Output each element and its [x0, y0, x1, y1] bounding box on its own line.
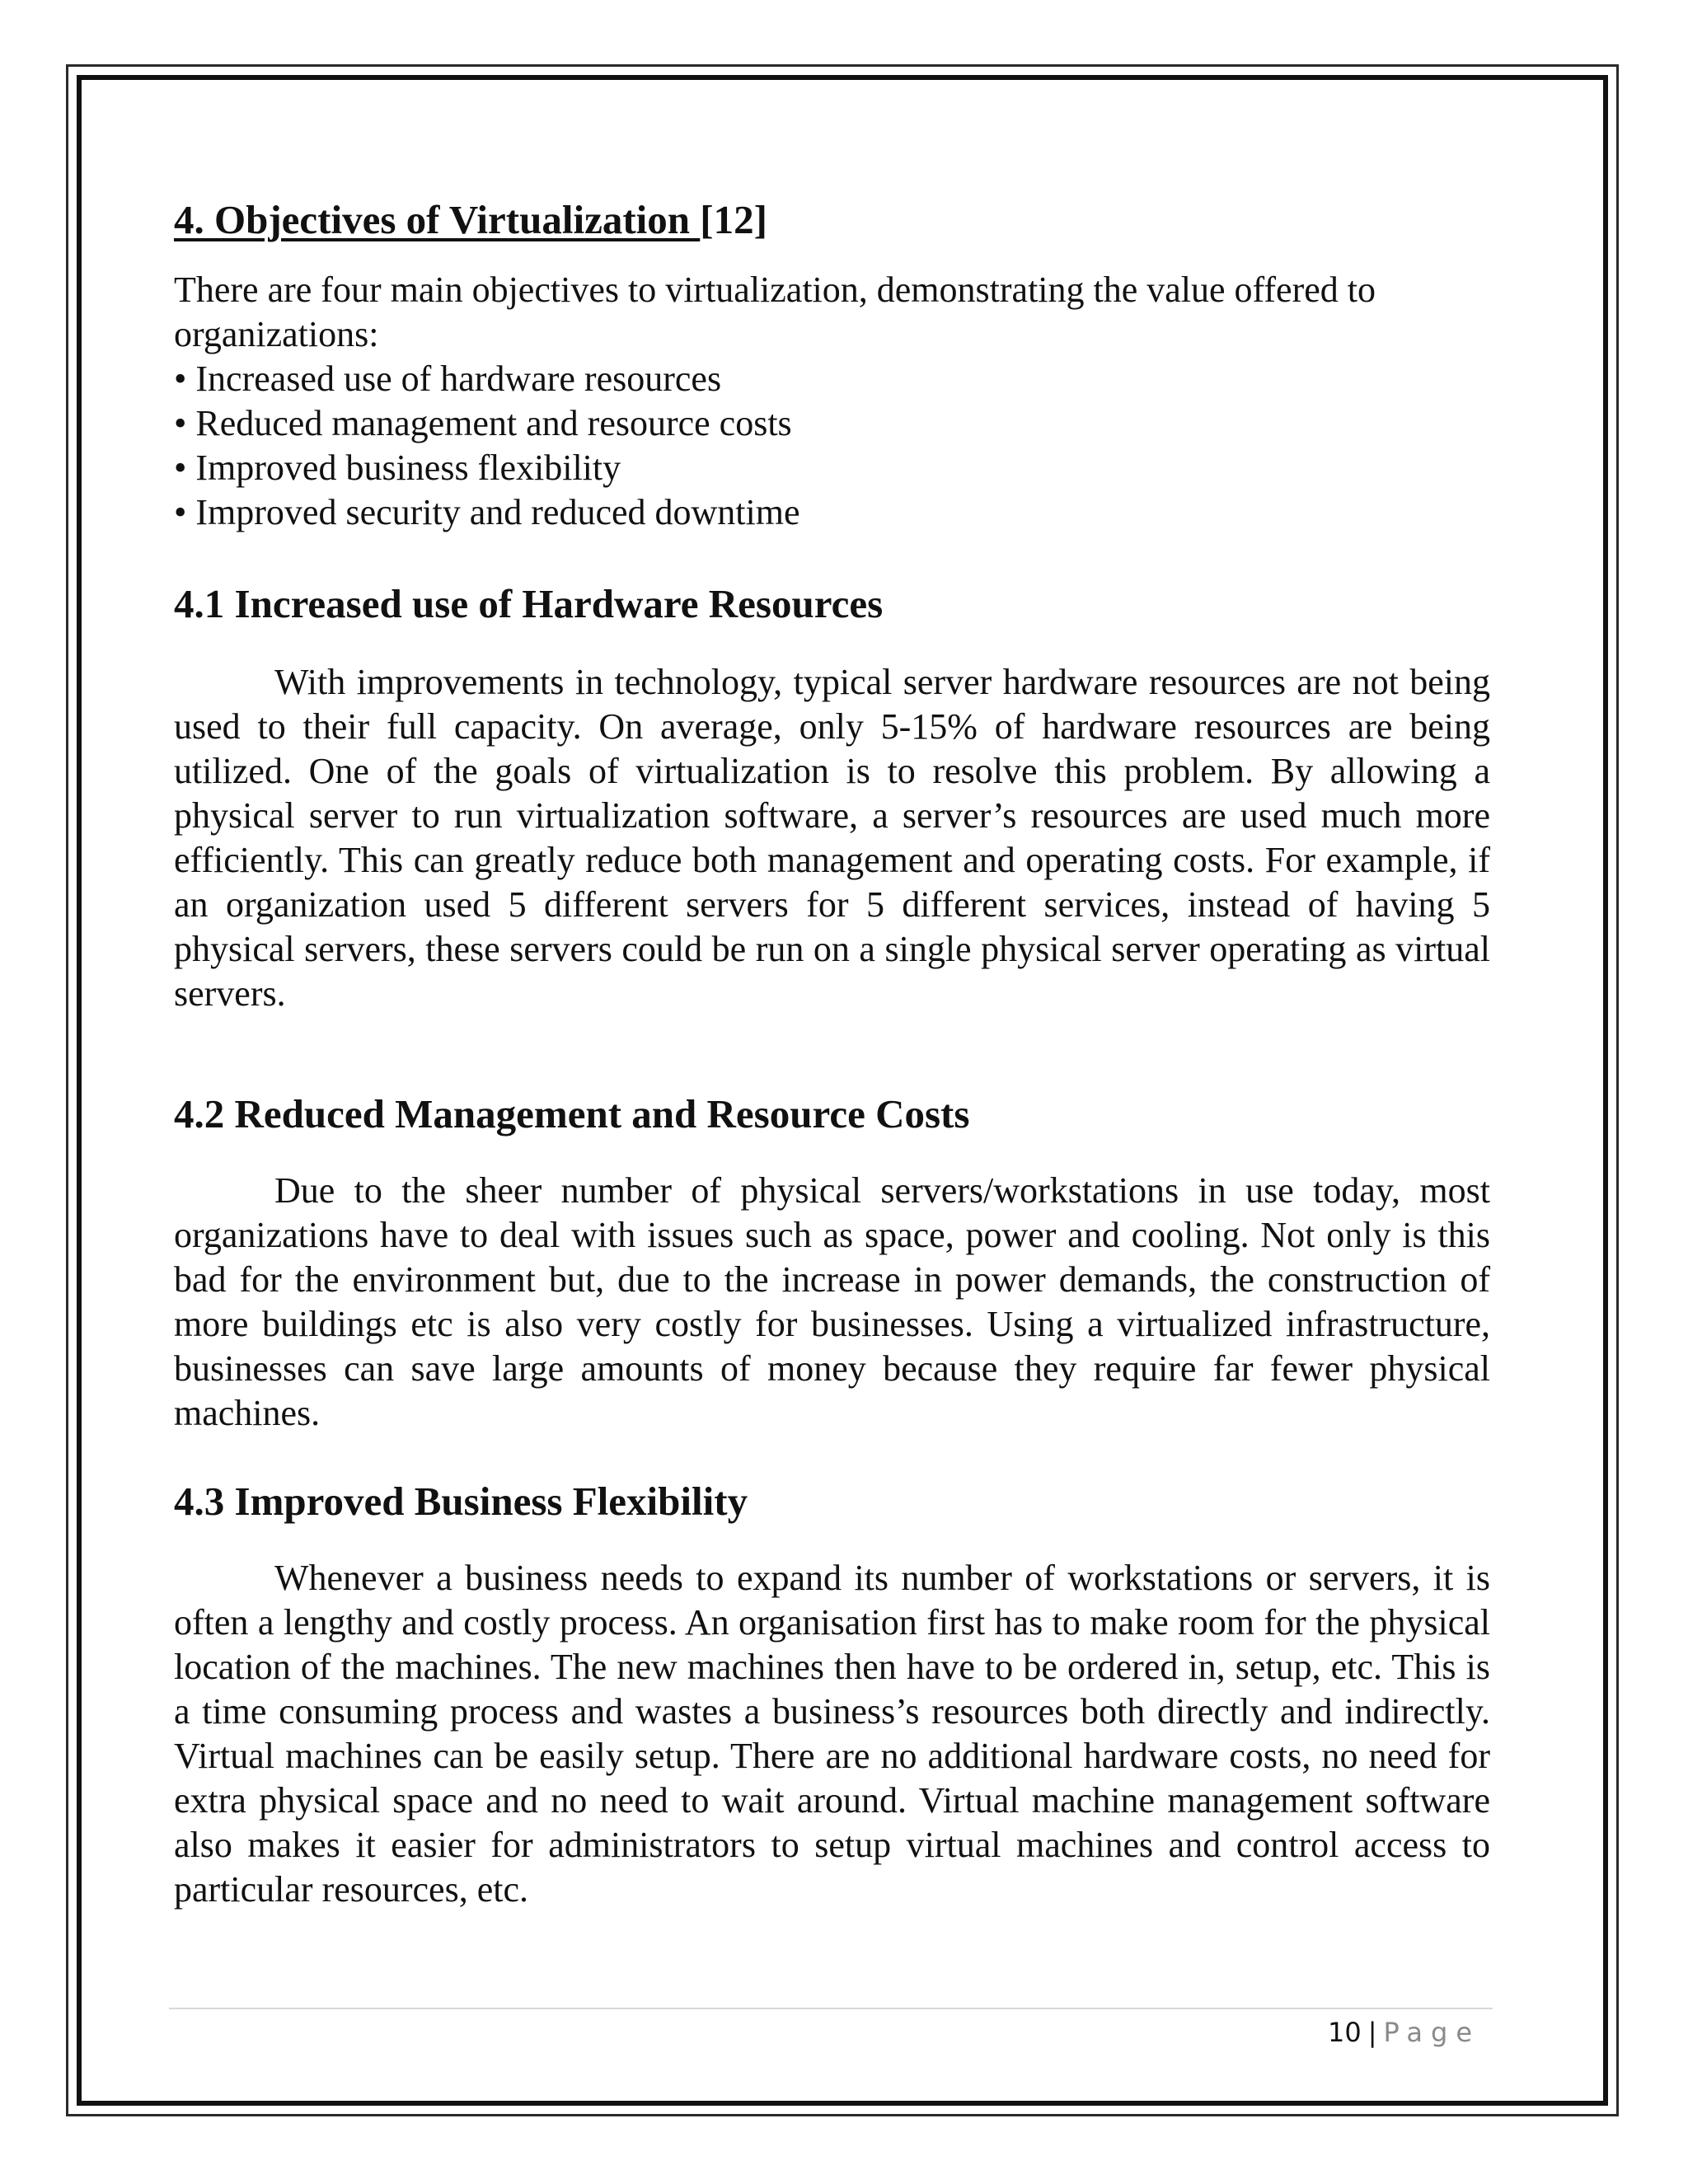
intro-paragraph: There are four main objectives to virtualization, demonstrating the value offered to organizations:	[174, 269, 1376, 354]
footer-divider	[169, 2008, 1493, 2009]
objectives-list	[174, 357, 1490, 535]
objective-item: • Reduced management and resource costs	[174, 403, 792, 443]
page-footer	[1328, 2016, 1480, 2049]
section-heading-4-2: 4.2 Reduced Management and Resource Costs	[174, 1091, 970, 1137]
section-body-4-2: Due to the sheer number of physical servers/workstations in use today, most organizations have to deal with issues such as space, power and cooling. Not only is this bad for the environment but, due to the increase in power demands, the construction of more buildings etc is also very costly for businesses. Using a virtualized infrastructure, businesses can save large amounts of money because they require far fewer physical machines.	[174, 1170, 1490, 1433]
objective-item: • Improved business flexibility	[174, 448, 621, 488]
section-body-4-1: With improvements in technology, typical server hardware resources are not being used to their full capacity. On average, only 5-15% of hardware resources are being utilized. One of the goals of virtualization is to resolve this problem. By allowing a physical server to run virtualization software, a server’s resources are used much more efficiently. This can greatly reduce both management and operating costs. For example, if an organization used 5 different servers for 5 different services, instead of having 5 physical servers, these servers could be run on a single physical server operating as virtual servers.	[174, 662, 1490, 1014]
objective-item: • Improved security and reduced downtime	[174, 492, 800, 532]
section-heading-4-3: 4.3 Improved Business Flexibility	[174, 1479, 748, 1524]
page-label: Page	[1383, 2017, 1480, 2048]
objective-item: • Increased use of hardware resources	[174, 359, 722, 399]
page-content	[174, 196, 1490, 1912]
main-heading-reference: [12]	[700, 197, 767, 242]
section-body-4-3: Whenever a business needs to expand its number of workstations or servers, it is often a lengthy and costly process. An organisation first has to make room for the physical location of the machines. The new machines then have to be ordered in, setup, etc. This is a time consuming process and wastes a business’s resources both directly and indirectly. Virtual machines can be easily setup. There are no additional hardware costs, no need for extra physical space and no need to wait around. Virtual machine management software also makes it easier for administrators to setup virtual machines and control access to particular resources, etc.	[174, 1558, 1490, 1910]
section-heading-4-1: 4.1 Increased use of Hardware Resources	[174, 581, 884, 626]
footer-separator: |	[1367, 2017, 1377, 2048]
page-number: 10	[1328, 2017, 1362, 2048]
main-heading-title: 4. Objectives of Virtualization	[174, 197, 701, 242]
main-heading	[174, 196, 1490, 251]
